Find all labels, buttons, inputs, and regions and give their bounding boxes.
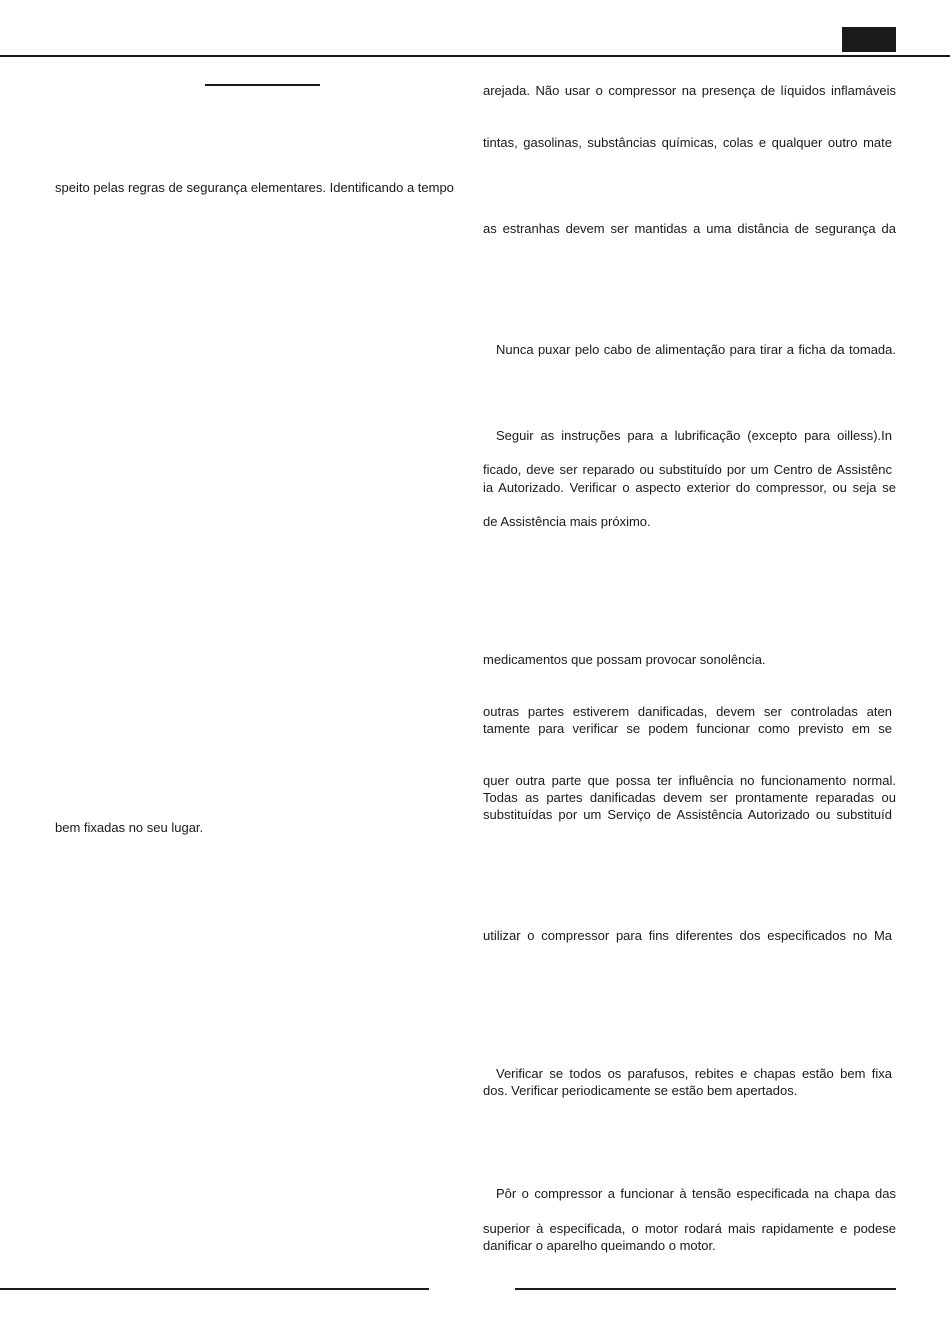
right-text-line: substituídas por um Serviço de Assistência Autorizado ou substituíd	[483, 807, 892, 822]
right-text-line: quer outra parte que possa ter influência no funcionamento normal.	[483, 773, 896, 788]
right-text-line: Pôr o compressor a funcionar à tensão especificada na chapa das	[496, 1186, 896, 1201]
right-text-line: outras partes estiverem danificadas, devem ser controladas aten	[483, 704, 892, 719]
right-text-line: de Assistência mais próximo.	[483, 514, 651, 529]
section-title-underline	[205, 84, 320, 86]
right-text-line: Todas as partes danificadas devem ser prontamente reparadas ou	[483, 790, 896, 805]
right-text-line: dos. Verificar periodicamente se estão bem apertados.	[483, 1083, 798, 1098]
header-page-tab	[842, 27, 896, 52]
right-text-line: tintas, gasolinas, substâncias químicas, colas e qualquer outro mate	[483, 135, 892, 150]
right-text-line: Nunca puxar pelo cabo de alimentação para tirar a ficha da tomada.	[496, 342, 896, 357]
right-text-line: ia Autorizado. Verificar o aspecto exterior do compressor, ou seja se	[483, 480, 896, 495]
right-text-line: danificar o aparelho queimando o motor.	[483, 1238, 716, 1253]
right-text-line: tamente para verificar se podem funcionar como previsto em se	[483, 721, 892, 736]
header-rule	[0, 55, 950, 57]
right-text-line: superior à especificada, o motor rodará mais rapidamente e podese	[483, 1221, 896, 1236]
footer-rule-left	[0, 1288, 429, 1290]
right-text-line: Verificar se todos os parafusos, rebites e chapas estão bem fixa	[496, 1066, 892, 1081]
right-text-line: medicamentos que possam provocar sonolência.	[483, 652, 766, 667]
left-text-line: bem fixadas no seu lugar.	[55, 820, 204, 835]
right-text-line: Seguir as instruções para a lubrificação (excepto para oilless).In	[496, 428, 892, 443]
right-text-line: ficado, deve ser reparado ou substituído por um Centro de Assistênc	[483, 462, 892, 477]
footer-rule-right	[515, 1288, 896, 1290]
right-text-line: utilizar o compressor para fins diferentes dos especificados no Ma	[483, 928, 892, 943]
right-text-line: arejada. Não usar o compressor na presença de líquidos inflamáveis	[483, 83, 896, 98]
left-text-line: speito pelas regras de segurança elementares. Identificando a tempo	[55, 180, 454, 195]
right-text-line: as estranhas devem ser mantidas a uma distância de segurança da	[483, 221, 896, 236]
